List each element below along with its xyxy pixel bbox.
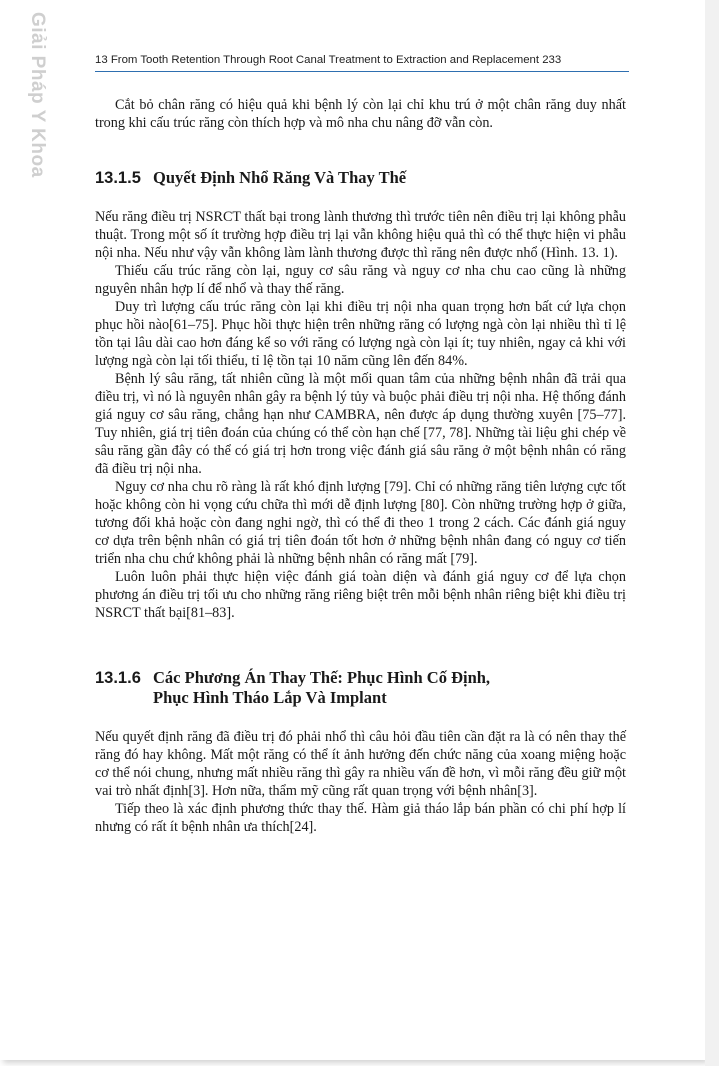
page-content — [95, 96, 626, 836]
section-number: 13.1.5 — [95, 169, 141, 187]
paragraph: Nếu răng điều trị NSRCT thất bại trong lành thương thì trước tiên nên điều trị lại không phẫu thuật. Trong một số ít trường hợp điều trị lại vẫn không hiệu quả thì có thể thực hiện vi phẫu nội nha. Nếu như vậy vẫn không làm lành thương được thì răng nên được nhổ (Hình. 13. 1). — [95, 209, 626, 261]
section-title: Quyết Định Nhổ Răng Và Thay Thế — [153, 168, 407, 187]
paragraph: Tiếp theo là xác định phương thức thay thế. Hàm giả tháo lắp bán phần có chi phí hợp lí nhưng có rất ít bệnh nhân ưa thích[24]. — [95, 801, 626, 835]
section-heading-13-1-6 — [95, 668, 626, 708]
section-number: 13.1.6 — [95, 669, 141, 687]
section-title-line-1: Các Phương Án Thay Thế: Phục Hình Cố Định, — [153, 668, 491, 687]
paragraph: Luôn luôn phải thực hiện việc đánh giá toàn diện và đánh giá nguy cơ để lựa chọn phương án điều trị tối ưu cho những răng riêng biệt trên mỗi bệnh nhân riêng biệt khi điều trị NSRCT thất bại[81–83]. — [95, 569, 626, 621]
intro-paragraph: Cắt bỏ chân răng có hiệu quả khi bệnh lý còn lại chỉ khu trú ở một chân răng duy nhất trong khi cấu trúc răng còn thích hợp và mô nha chu nâng đỡ vẫn còn. — [95, 97, 626, 131]
watermark: Giải Pháp Y Khoa — [27, 12, 48, 178]
paragraph: Nguy cơ nha chu rõ ràng là rất khó định lượng [79]. Chỉ có những răng tiên lượng cực tốt hoặc không còn hi vọng cứu chữa thì mới dễ định lượng [80]. Còn những trường hợp ở giữa, tương đối khả hoặc còn đang nghi ngờ, thì có thể đi theo 1 trong 2 cách. Các đánh giá nguy cơ dựa trên bệnh nhân có giá trị tiên đoán tốt hơn ở những bệnh nhân đang có nguy cơ tiến triển nha chu chứ không phải là những bệnh nhân có răng mất [79]. — [95, 479, 626, 567]
section-title — [153, 668, 626, 708]
section-title-line-2: Phục Hình Tháo Lắp Và Implant — [153, 688, 387, 707]
paragraph: Thiếu cấu trúc răng còn lại, nguy cơ sâu răng và nguy cơ nha chu cao cũng là những nguyên nhân hợp lí để nhổ và thay thế răng. — [95, 263, 626, 297]
viewer-background — [705, 0, 719, 1066]
paragraph: Bệnh lý sâu răng, tất nhiên cũng là một mối quan tâm của những bệnh nhân đã trải qua điều trị, vì nó là nguyên nhân gây ra bệnh lý tủy và buộc phải điều trị nội nha. Hệ thống đánh giá nguy cơ sâu răng, chẳng hạn như CAMBRA, nên được áp dụng thường xuyên [75–77]. Tuy nhiên, giá trị tiên đoán của chúng có thể còn hạn chế [77, 78]. Những tài liệu ghi chép về sâu răng gần đây có thể có giá trị hơn trong việc đánh giá sâu răng ở một bệnh nhân có răng đã điều trị nội nha. — [95, 371, 626, 477]
paragraph: Nếu quyết định răng đã điều trị đó phải nhổ thì câu hỏi đầu tiên cần đặt ra là có nên thay thế răng đó hay không. Mất một răng có thể ít ảnh hưởng đến chức năng của xoang miệng hoặc cơ thể nói chung, nhưng mất nhiều răng thì gây ra nhiều vấn đề hơn, vì mỗi răng đều giữ một vai trò nhất định[3]. Hơn nữa, thẩm mỹ cũng rất quan trọng với bệnh nhân[3]. — [95, 729, 626, 799]
paragraph: Duy trì lượng cấu trúc răng còn lại khi điều trị nội nha quan trọng hơn bất cứ lựa chọn phục hồi nào[61–75]. Phục hồi thực hiện trên những răng có lượng ngà còn lại nhiều thì tỉ lệ tồn tại lâu dài cao hơn đáng kể so với răng có lượng ngà còn lại ít; tuy nhiên, ngay cả khi với lượng ngà còn lại tối thiểu, tỉ lệ tồn tại 10 năm cũng lên đến 84%. — [95, 299, 626, 369]
section-heading-13-1-5 — [95, 168, 626, 188]
running-header: 13 From Tooth Retention Through Root Canal Treatment to Extraction and Replacement 233 — [95, 54, 629, 72]
